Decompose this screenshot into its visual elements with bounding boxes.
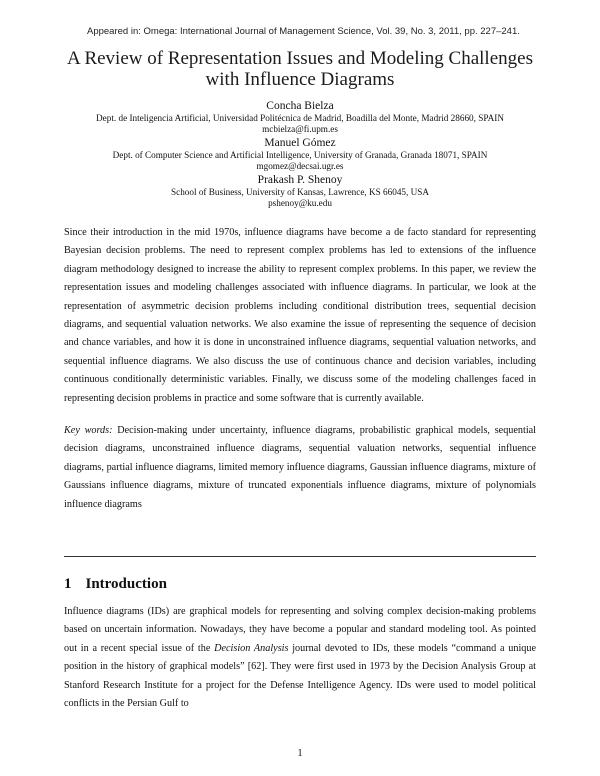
author-name: Prakash P. Shenoy <box>257 174 343 186</box>
intro-text-start: Influence diagrams (IDs) are graphical models for representing and solving complex decision-making problems based on uncertain information. Nowadays, they have become a popular and standard modeling tool. As pointed out in a recent special issue of the <box>64 606 536 654</box>
author-affiliation: Dept. of Computer Science and Artificial Intelligence, University of Granada, Granada 18071, SPAIN <box>112 150 488 160</box>
section-title: Introduction <box>85 576 167 592</box>
author-affiliation: Dept. de Inteligencia Artificial, Universidad Politécnica de Madrid, Boadilla del Monte, Madrid 28660, SPAIN <box>96 113 504 123</box>
page-number: 1 <box>297 748 303 759</box>
author-block <box>40 174 560 209</box>
abstract-text: Since their introduction in the mid 1970s, influence diagrams have become a de facto standard for representing Bayesian decision problems. The need to represent complex problems has led to extensions of the influence diagram methodology designed to increase the ability to represent complex problems. In this paper, we review the representation issues and modeling challenges associated with influence diagrams. In particular, we look at the representation of asymmetric decision problems including conditional distribution trees, sequential decision diagrams, and sequential valuation networks. We also examine the issue of representing the sequence of decision and chance variables, and how it is done in unconstrained influence diagrams, sequential valuation networks, and sequential influence diagrams. We also discuss the use of continuous chance and decision variables, including continuous conditionally deterministic variables. Finally, we discuss some of the modeling challenges faced in representing decision problems in practice and some software that is currently available. <box>64 227 536 404</box>
keywords-label: Key words: <box>64 425 113 436</box>
keywords-text: Decision-making under uncertainty, influence diagrams, probabilistic graphical models, sequential decision diagrams, unconstrained influence diagrams, sequential valuation networks, sequential influence diagrams, partial influence diagrams, limited memory influence diagrams, Gaussian influence diagrams, mixture of Gaussians influence diagrams, mixture of truncated exponentials influence diagrams, mixture of polynomials influence diagrams <box>64 425 537 510</box>
journal-name: Decision Analysis <box>214 642 289 654</box>
intro-text-end: journal devoted to IDs, these models “command a unique position in the history of graphical models” [62]. They were first used in 1973 by the Decision Analysis Group at Stanford Research Institute for a project for the Defense Intelligence Agency. IDs were used to model political conflicts in the Persian Gulf to <box>64 642 536 710</box>
author-email: mcbielza@fi.upm.es <box>262 124 338 134</box>
author-email: pshenoy@ku.edu <box>268 198 332 208</box>
author-list <box>40 100 560 211</box>
keywords-paragraph <box>64 422 536 514</box>
author-email: mgomez@decsai.ugr.es <box>256 161 344 171</box>
section-number: 1 <box>64 576 72 592</box>
author-block <box>40 100 560 135</box>
author-affiliation: School of Business, University of Kansas, Lawrence, KS 66045, USA <box>171 187 429 197</box>
author-name: Manuel Gómez <box>264 137 336 149</box>
publication-note: Appeared in: Omega: International Journal of Management Science, Vol. 39, No. 3, 2011, pp. 227–241. <box>87 26 520 37</box>
section-divider <box>64 556 536 557</box>
section-heading <box>64 576 167 593</box>
author-name: Concha Bielza <box>266 100 334 112</box>
author-block <box>40 137 560 172</box>
paper-title: A Review of Representation Issues and Modeling Challenges with Influence Diagrams <box>67 48 533 90</box>
intro-paragraph <box>64 603 536 713</box>
